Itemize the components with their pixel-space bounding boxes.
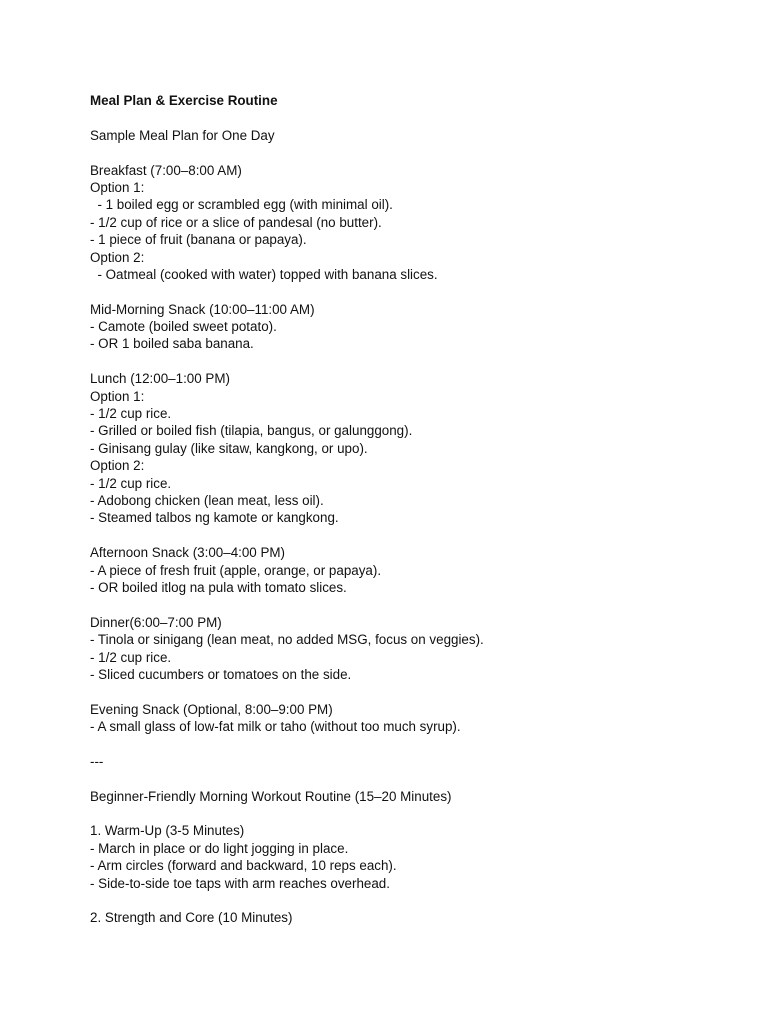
blank-line <box>90 770 730 787</box>
blank-line <box>90 353 730 370</box>
text-line: Evening Snack (Optional, 8:00–9:00 PM) <box>90 701 333 717</box>
text-line: - OR 1 boiled saba banana. <box>90 336 254 352</box>
blank-line <box>90 109 730 126</box>
blank-line <box>90 283 730 300</box>
text-line: - March in place or do light jogging in place. <box>90 840 349 856</box>
text-line: - 1 boiled egg or scrambled egg (with minimal oil). <box>90 197 393 213</box>
document-title: Meal Plan & Exercise Routine <box>90 93 278 108</box>
text-line: Option 1: <box>90 179 145 195</box>
text-line: - Grilled or boiled fish (tilapia, bangus, or galunggong). <box>90 423 413 439</box>
text-line: --- <box>90 753 104 769</box>
text-line: 2. Strength and Core (10 Minutes) <box>90 910 293 926</box>
text-line: - 1/2 cup of rice or a slice of pandesal (no butter). <box>90 214 382 230</box>
blank-line <box>90 527 730 544</box>
text-line: Option 1: <box>90 388 145 404</box>
text-line: - Steamed talbos ng kamote or kangkong. <box>90 510 339 526</box>
text-line: Mid-Morning Snack (10:00–11:00 AM) <box>90 301 315 317</box>
text-line: - Ginisang gulay (like sitaw, kangkong, or upo). <box>90 440 368 456</box>
text-line: Option 2: <box>90 249 145 265</box>
text-line: - Oatmeal (cooked with water) topped with banana slices. <box>90 266 438 282</box>
text-line: - 1/2 cup rice. <box>90 406 172 422</box>
blank-line <box>90 144 730 161</box>
text-line: - OR boiled itlog na pula with tomato slices. <box>90 579 347 595</box>
text-line: - Tinola or sinigang (lean meat, no added MSG, focus on veggies). <box>90 632 484 648</box>
blank-line <box>90 596 730 613</box>
text-line: - 1/2 cup rice. <box>90 475 172 491</box>
text-line: - Arm circles (forward and backward, 10 reps each). <box>90 858 397 874</box>
text-line: - Side-to-side toe taps with arm reaches overhead. <box>90 875 390 891</box>
text-line: Breakfast (7:00–8:00 AM) <box>90 162 242 178</box>
text-line: Dinner(6:00–7:00 PM) <box>90 614 222 630</box>
blank-line <box>90 735 730 752</box>
text-line: Lunch (12:00–1:00 PM) <box>90 371 230 387</box>
text-line: Sample Meal Plan for One Day <box>90 127 275 143</box>
document-body <box>90 109 730 926</box>
text-line: Afternoon Snack (3:00–4:00 PM) <box>90 545 286 561</box>
blank-line <box>90 683 730 700</box>
text-line: 1. Warm-Up (3-5 Minutes) <box>90 823 245 839</box>
text-line: Option 2: <box>90 458 145 474</box>
text-line: - A piece of fresh fruit (apple, orange, or papaya). <box>90 562 382 578</box>
text-line: - Adobong chicken (lean meat, less oil). <box>90 492 324 508</box>
text-line: Beginner-Friendly Morning Workout Routine (15–20 Minutes) <box>90 788 452 804</box>
blank-line <box>90 892 730 909</box>
text-line: - A small glass of low-fat milk or taho (without too much syrup). <box>90 719 461 735</box>
text-line: - Camote (boiled sweet potato). <box>90 319 277 335</box>
text-line: - 1/2 cup rice. <box>90 649 172 665</box>
text-line: - Sliced cucumbers or tomatoes on the side. <box>90 666 352 682</box>
blank-line <box>90 805 730 822</box>
document-page <box>90 92 730 927</box>
text-line: - 1 piece of fruit (banana or papaya). <box>90 232 307 248</box>
